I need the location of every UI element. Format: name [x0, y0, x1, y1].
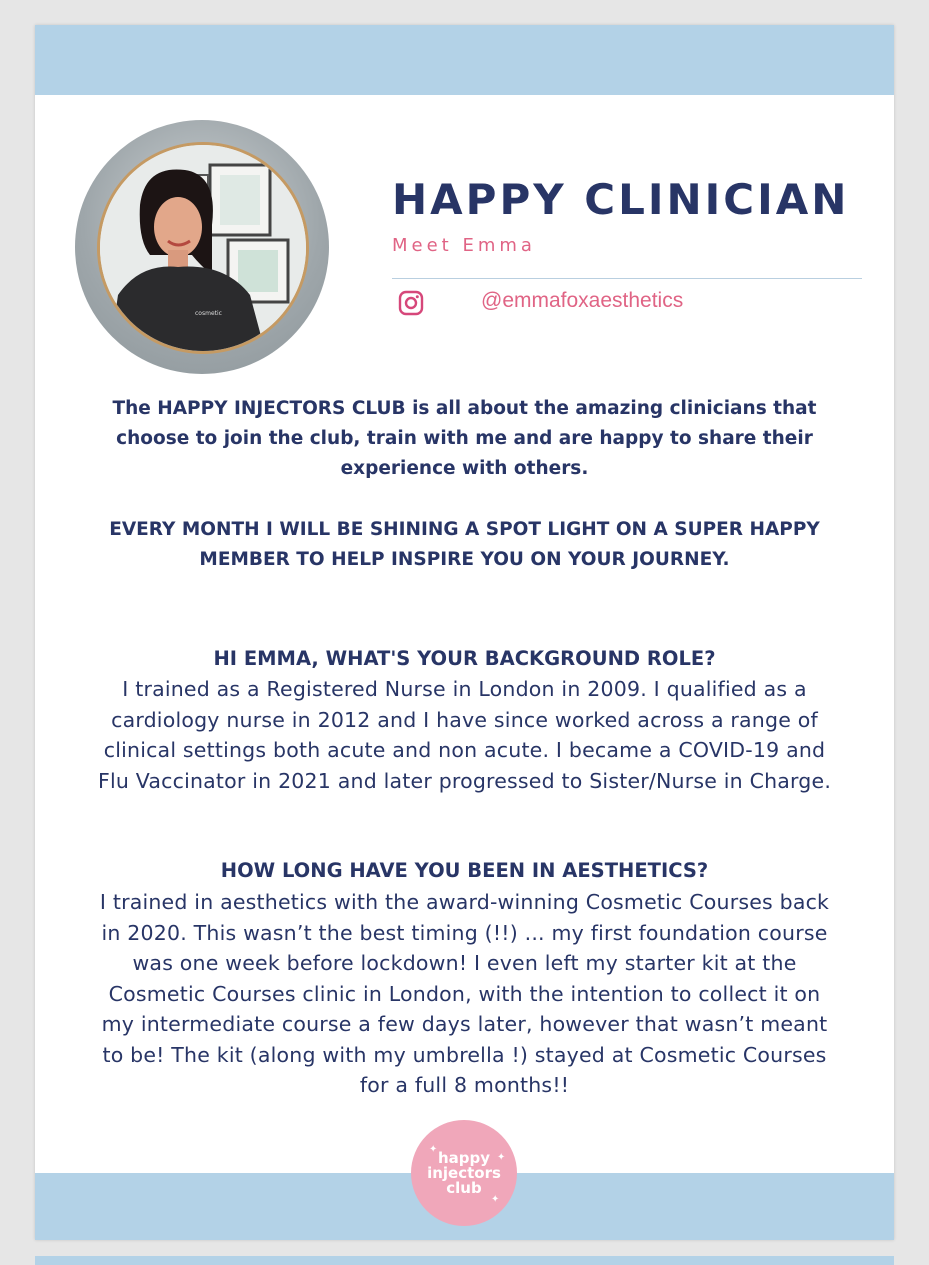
- sparkle-icon: ✦: [429, 1144, 438, 1155]
- intro-paragraph: The HAPPY INJECTORS CLUB is all about the amazing clinicians that choose to join the club, train with me and are happy to share their experience with others.: [112, 398, 817, 479]
- newsletter-page: [35, 25, 894, 1240]
- answer-paragraph: I trained as a Registered Nurse in London in 2009. I qualified as a cardiology nurse in 2012 and I have since worked across a range of clinical settings both acute and non acute. I became a COVID-19 and Flu Vaccinator in 2021 and later progressed to Sister/Nurse in Charge.: [97, 677, 832, 793]
- spotlight-paragraph: EVERY MONTH I WILL BE SHINING A SPOT LIGHT ON A SUPER HAPPY MEMBER TO HELP INSPIRE YOU ON YOUR JOURNEY.: [109, 519, 820, 570]
- page-subtitle: Meet Emma: [392, 235, 536, 256]
- next-page-edge: [35, 1256, 894, 1265]
- svg-text:cosmetic: cosmetic: [195, 310, 222, 317]
- logo-line: club: [446, 1178, 482, 1197]
- sparkle-icon: ✦: [491, 1194, 500, 1205]
- logo-line: happy: [437, 1148, 491, 1167]
- question-heading: HI EMMA, WHAT'S YOUR BACKGROUND ROLE?: [213, 647, 716, 670]
- logo-line: injectors: [427, 1163, 501, 1182]
- page-title: HAPPY CLINICIAN: [392, 175, 850, 224]
- portrait-photo: [97, 142, 309, 354]
- sparkle-icon: ✦: [497, 1152, 506, 1163]
- answer-paragraph: I trained in aesthetics with the award-winning Cosmetic Courses back in 2020. This wasn’t the best timing (!!) ... my first foundation course was one week before lockdown! I even left my starter kit at the Cosmetic Courses clinic in London, with the intention to collect it on my intermediate course a few days later, however that wasn’t meant to be! The kit (along with my umbrella !) stayed at Cosmetic Courses for a full 8 months!!: [99, 890, 830, 1097]
- divider: [392, 278, 862, 279]
- happy-injectors-club-logo: [411, 1120, 517, 1226]
- instagram-icon[interactable]: [398, 290, 424, 316]
- top-banner: [35, 25, 894, 95]
- question-heading: HOW LONG HAVE YOU BEEN IN AESTHETICS?: [220, 859, 709, 882]
- portrait-frame: [75, 120, 329, 374]
- instagram-handle[interactable]: @emmafoxaesthetics: [481, 289, 684, 312]
